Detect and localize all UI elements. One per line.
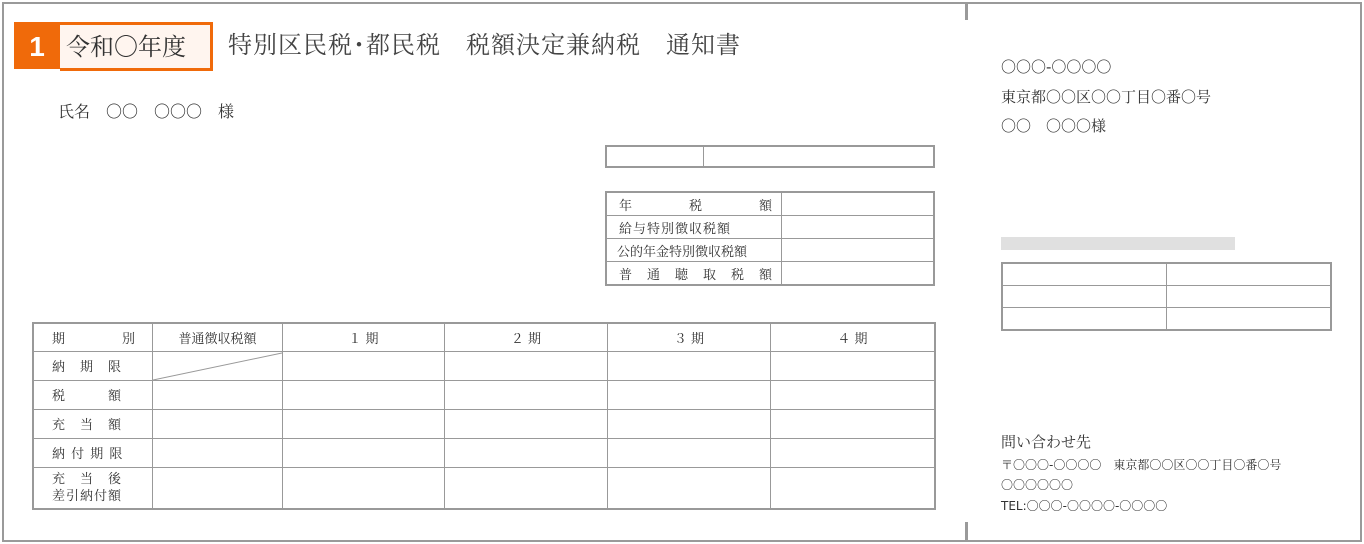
ordinary-tax-label: 普 通 聴 取 税 額 <box>606 262 782 286</box>
table-row <box>606 239 934 262</box>
period-1-header: １ 期 <box>283 323 445 351</box>
period-3-header: ３ 期 <box>608 323 771 351</box>
info-table <box>1001 262 1332 331</box>
table-row <box>33 380 935 409</box>
table-header-row <box>33 323 935 351</box>
due-date-label: 納 期 限 <box>33 351 153 380</box>
reference-box <box>605 145 935 168</box>
perforation-top <box>965 2 968 20</box>
reference-value <box>704 146 935 167</box>
value-cell <box>782 239 935 262</box>
reference-cell <box>606 146 704 167</box>
table-row <box>33 438 935 467</box>
section-number: 1 <box>14 22 60 69</box>
value-cell <box>782 192 935 216</box>
table-row <box>1002 263 1331 286</box>
contact-phone: TEL:〇〇〇-〇〇〇〇-〇〇〇〇 <box>1001 499 1168 513</box>
diagonal-cell <box>153 351 283 380</box>
period-header: 期 別 <box>33 323 153 351</box>
table-row <box>33 467 935 509</box>
period-4-header: ４ 期 <box>771 323 936 351</box>
table-row <box>606 192 934 216</box>
annual-tax-label: 年 税 額 <box>606 192 782 216</box>
table-row <box>1002 286 1331 308</box>
fiscal-year: 令和〇年度 <box>60 22 213 71</box>
recipient-name: 氏名 〇〇 〇〇〇 様 <box>58 102 235 121</box>
document-title: 特別区民税･都民税 税額決定兼納税 通知書 <box>228 31 741 59</box>
value-cell <box>782 216 935 239</box>
after-allocation-text: 充 当 後 <box>52 471 123 487</box>
mailing-address: 東京都〇〇区〇〇丁目〇番〇号 <box>1001 88 1212 106</box>
net-payment-text: 差引納付額 <box>52 488 123 504</box>
contact-department: 〇〇〇〇〇〇 <box>1001 478 1074 492</box>
payment-schedule-table <box>32 322 936 510</box>
period-2-header: ２ 期 <box>445 323 608 351</box>
table-row <box>33 409 935 438</box>
pension-withholding-label: 公的年金特別徴収税額 <box>606 239 782 262</box>
contact-address: 〒〇〇〇-〇〇〇〇 東京都〇〇区〇〇丁目〇番〇号 <box>1001 458 1282 472</box>
perforation-bottom <box>965 522 968 540</box>
addressee-name: 〇〇 〇〇〇様 <box>1001 117 1107 135</box>
table-row <box>33 351 935 380</box>
payment-due-label: 納 付 期 限 <box>33 438 153 467</box>
barcode-area <box>1001 237 1235 250</box>
table-row <box>1002 308 1331 331</box>
table-row <box>606 216 934 239</box>
postal-code: 〇〇〇-〇〇〇〇 <box>1001 58 1112 76</box>
tax-amount-table <box>605 191 935 286</box>
contact-title: 問い合わせ先 <box>1001 433 1092 451</box>
table-row <box>606 262 934 286</box>
net-payment-label <box>33 467 153 509</box>
allocation-label: 充 当 額 <box>33 409 153 438</box>
tax-amount-label: 税 額 <box>33 380 153 409</box>
diagonal-line <box>153 352 282 381</box>
salary-withholding-label: 給与特別徴収税額 <box>606 216 782 239</box>
value-cell <box>782 262 935 286</box>
ordinary-tax-header: 普通徴収税額 <box>153 323 283 351</box>
